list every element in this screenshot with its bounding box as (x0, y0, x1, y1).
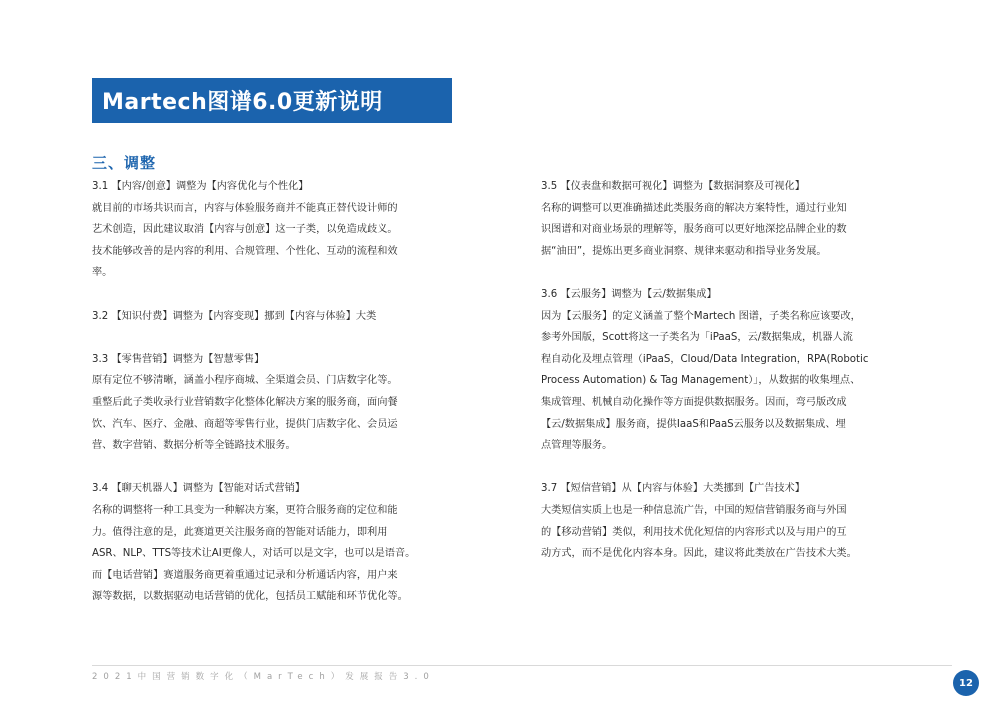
paragraph-gap (541, 457, 919, 479)
title-banner (92, 78, 452, 123)
text-line: 技术能够改善的是内容的利用、合规管理、个性化、互动的流程和效 (92, 245, 398, 257)
text-line: 3.5 【仪表盘和数据可视化】调整为【数据洞察及可视化】 (541, 181, 805, 192)
text-line: 原有定位不够清晰，涵盖小程序商城、全渠道会员、门店数字化等。 (92, 375, 398, 387)
text-line: 源等数据，以数据驱动电话营销的优化，包括员工赋能和环节优化等。 (92, 591, 408, 603)
text-line: 饮、汽车、医疗、金融、商超等零售行业，提供门店数字化、会员运 (92, 418, 398, 430)
text-line: 艺术创造，因此建议取消【内容与创意】这一子类，以免造成歧义。 (92, 224, 398, 236)
text-line: 据“油田”，提炼出更多商业洞察、规律来驱动和指导业务发展。 (541, 245, 827, 257)
text-line: 集成管理、机械自动化操作等方面提供数据服务。因而，弯弓版改成 (541, 396, 847, 408)
text-line: 就目前的市场共识而言，内容与体验服务商并不能真正替代设计师的 (92, 202, 398, 214)
text-line: 因为【云服务】的定义涵盖了整个Martech 图谱，子类名称应该要改， (541, 310, 861, 322)
text-line: 3.4 【聊天机器人】调整为【智能对话式营销】 (92, 483, 306, 495)
paragraph-gap (541, 262, 919, 284)
text-line: 名称的调整将一种工具变为一种解决方案，更符合服务商的定位和能 (92, 504, 398, 516)
text-line: 程自动化及埋点管理（iPaaS，Cloud/Data Integration，RPA(Robotic (541, 353, 869, 365)
text-line: 率。 (92, 267, 113, 279)
text-line: 3.7 【短信营销】从【内容与体验】大类挪到【广告技术】 (541, 483, 805, 495)
text-line: 力。值得注意的是，此赛道更关注服务商的智能对话能力，即利用 (92, 526, 388, 538)
text-line: 3.6 【云服务】调整为【云/数据集成】 (541, 288, 717, 300)
text-line: 参考外国版，Scott将这一子类名为「iPaaS，云/数据集成，机器人流 (541, 332, 853, 344)
text-line: 名称的调整可以更准确描述此类服务商的解决方案特性，通过行业知 (541, 202, 847, 214)
text-line: 而【电话营销】赛道服务商更着重通过记录和分析通话内容，用户来 (92, 569, 398, 581)
text-line: 3.2 【知识付费】调整为【内容变现】挪到【内容与体验】大类 (92, 310, 377, 322)
text-line: ASR、NLP、TTS等技术让AI更像人，对话可以是文字，也可以是语音。 (92, 548, 416, 560)
section-heading: 三、调整 (92, 154, 157, 172)
left-column (92, 176, 464, 608)
text-line: 【云/数据集成】服务商，提供IaaS和PaaS云服务以及数据集成、埋 (541, 418, 846, 430)
paragraph-gap (92, 284, 464, 306)
text-line: 点管理等服务。 (541, 440, 613, 452)
paragraph-gap (92, 327, 464, 349)
right-column (541, 176, 919, 565)
text-line: 大类短信实质上也是一种信息流广告，中国的短信营销服务商与外国 (541, 504, 847, 516)
text-line: 的【移动营销】类似，利用技术优化短信的内容形式以及与用户的互 (541, 526, 847, 538)
text-line: 3.3 【零售营销】调整为【智慧零售】 (92, 353, 265, 365)
page-title: Martech图谱6.0更新说明 (102, 90, 383, 115)
text-line: Process Automation) & Tag Management）」，从数据的收集埋点、 (541, 375, 861, 387)
page-number-badge: 12 (953, 670, 979, 696)
footer-report-title: 2021中国营销数字化（MarTech）发展报告3.0 (92, 672, 435, 682)
text-line: 识图谱和对商业场景的理解等，服务商可以更好地深挖品牌企业的数 (541, 224, 847, 236)
paragraph-gap (92, 457, 464, 479)
text-line: 营、数字营销、数据分析等全链路技术服务。 (92, 440, 296, 452)
footer-divider (92, 665, 952, 666)
text-line: 动方式，而不是优化内容本身。因此，建议将此类放在广告技术大类。 (541, 548, 857, 560)
text-line: 3.1 【内容/创意】调整为【内容优化与个性化】 (92, 181, 309, 192)
text-line: 重整后此子类收录行业营销数字化整体化解决方案的服务商，面向餐 (92, 396, 398, 408)
